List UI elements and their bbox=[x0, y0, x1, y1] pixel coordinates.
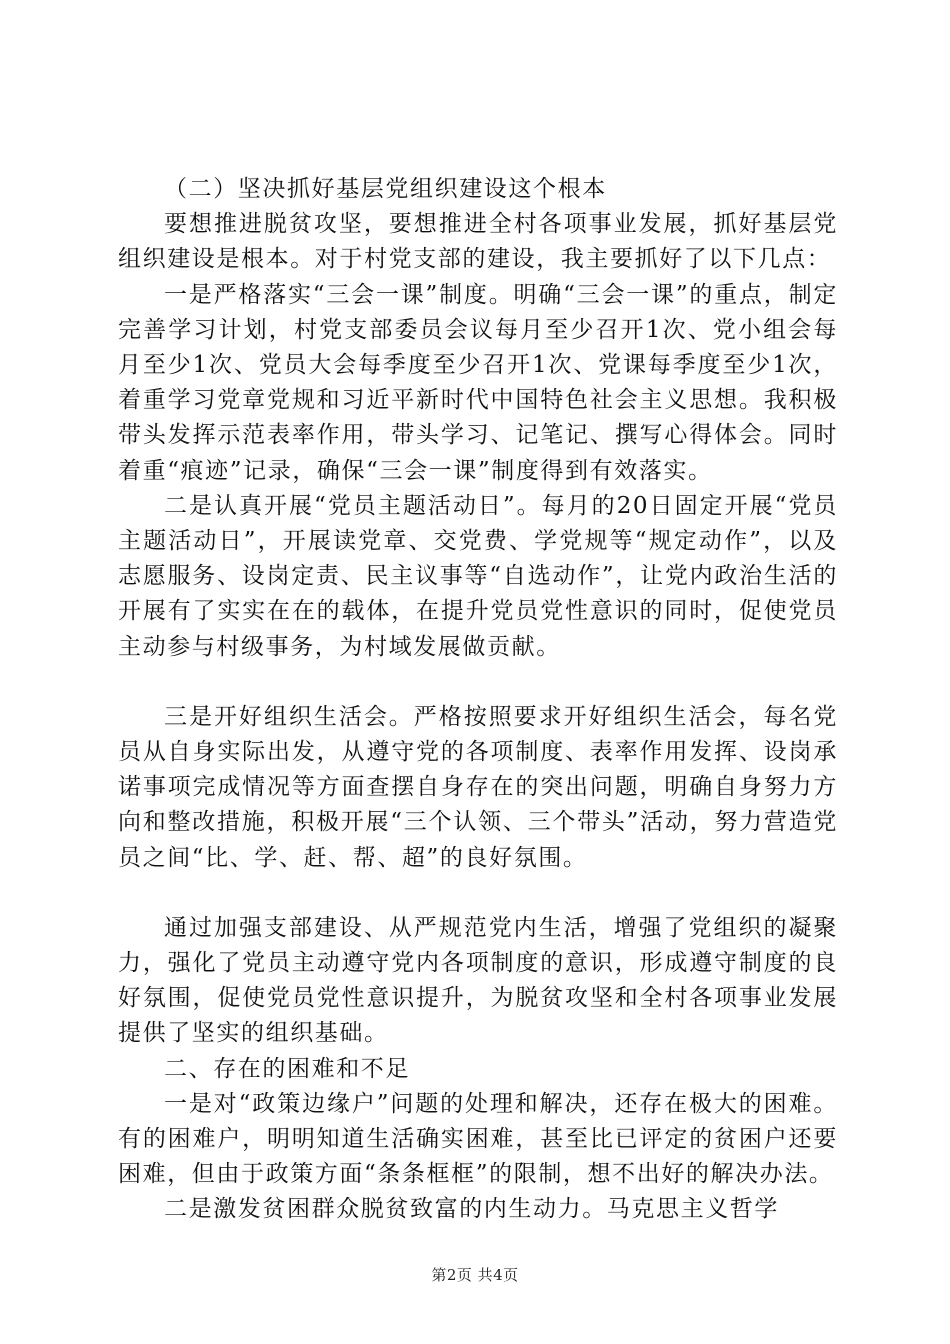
paragraph: 一是严格落实“三会一课”制度。明确“三会一课”的重点，制定完善学习计划，村党支部委员会议每月至少召开1次、党小组会每月至少1次、党员大会每季度至少召开1次、党课每季度至少1次，着重学习党章党规和习近平新时代中国特色社会主义思想。我积极带头发挥示范表率作用，带头学习、记笔记、撰写心得体会。同时着重“痕迹”记录，确保“三会一课”制度得到有效落实。 bbox=[118, 281, 838, 484]
paragraph: 二是认真开展“党员主题活动日”。每月的20日固定开展“党员主题活动日”，开展读党章、交党费、学党规等“规定动作”，以及志愿服务、设岗定责、民主议事等“自选动作”，让党内政治生活的开展有了实实在在的载体，在提升党员党性意识的同时，促使党员主动参与村级事务，为村域发展做贡献。 bbox=[118, 492, 838, 660]
page-footer: 第2页 共4页 bbox=[431, 1266, 519, 1284]
paragraph: 一是对“政策边缘户”问题的处理和解决，还存在极大的困难。有的困难户，明明知道生活确实困难，甚至比已评定的贫困户还要困难，但由于政策方面“条条框框”的限制，想不出好的解决办法。 bbox=[118, 1090, 838, 1188]
document-body bbox=[118, 172, 838, 1228]
paragraph: 二是激发贫困群众脱贫致富的内生动力。马克思主义哲学 bbox=[164, 1196, 779, 1223]
paragraph: 要想推进脱贫攻坚，要想推进全村各项事业发展，抓好基层党组织建设是根本。对于村党支部的建设，我主要抓好了以下几点： bbox=[118, 211, 838, 273]
section-heading: 二、存在的困难和不足 bbox=[164, 1055, 410, 1082]
paragraph: 三是开好组织生活会。严格按照要求开好组织生活会，每名党员从自身实际出发，从遵守党的各项制度、表率作用发挥、设岗承诺事项完成情况等方面查摆自身存在的突出问题，明确自身努力方向和整改措施，积极开展“三个认领、三个带头”活动，努力营造党员之间“比、学、赶、帮、超”的良好氛围。 bbox=[118, 703, 838, 871]
paragraph: 通过加强支部建设、从严规范党内生活，增强了党组织的凝聚力，强化了党员主动遵守党内各项制度的意识，形成遵守制度的良好氛围，促使党员党性意识提升，为脱贫攻坚和全村各项事业发展提供了坚实的组织基础。 bbox=[118, 914, 838, 1047]
section-heading: （二）坚决抓好基层党组织建设这个根本 bbox=[164, 176, 607, 202]
